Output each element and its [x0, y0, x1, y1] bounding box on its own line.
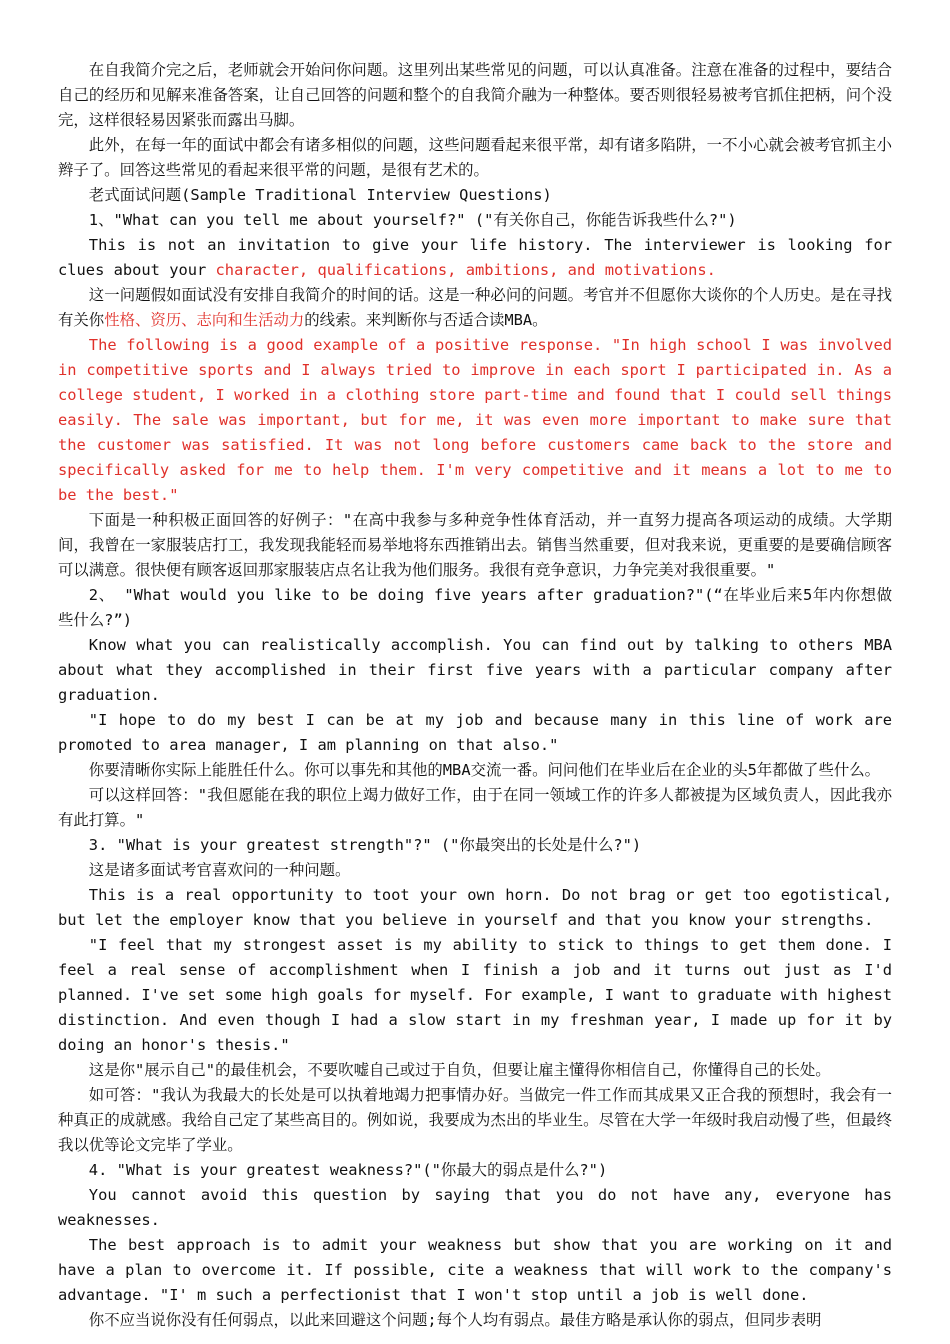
q1-advice-en [58, 233, 892, 283]
question-4: 4. "What is your greatest weakness?"("你最大的弱点是什么?") [88, 1161, 608, 1179]
question-3: 3. "What is your greatest strength"?" ("你最突出的长处是什么?") [88, 836, 642, 854]
q3-example-en: "I feel that my strongest asset is my ability to stick to things to get them done. I feel a real sense of accomplishment when I finish a job and it turns out just as I'd planned. I've set some high goals for myself. For example, I want to graduate with highest distinction. And even though I had a slow start in my freshman year, I made up for it by doing an honor's thesis." [58, 936, 892, 1054]
q3-advice-zh: 这是你"展示自己"的最佳机会，不要吹嘘自己或过于自负，但要让雇主懂得你相信自己，你懂得自己的长处。 [88, 1061, 831, 1079]
q1-advice-zh-text: 这一问题假如面试没有安排自我简介的时间的话。这是一种必问的问题。考官并不但愿你大谈你的个人历史。是在寻找有关你 [58, 286, 892, 329]
q2-advice-en: Know what you can realistically accomplish. You can find out by talking to others MBA about what they accomplished in their first five years with a particular company after graduation. [58, 636, 892, 704]
q2-advice-zh: 你要清晰你实际上能胜任什么。你可以事先和其他的MBA交流一番。问问他们在毕业后在企业的头5年都做了些什么。 [88, 761, 881, 779]
q3-advice-en: This is a real opportunity to toot your own horn. Do not brag or get too egotistical, but let the employer know that you believe in yourself and that you know your strengths. [58, 886, 892, 929]
q1-example-zh: 下面是一种积极正面回答的好例子："在高中我参与多种竞争性体育活动，并一直努力提高各项运动的成绩。大学期间，我曾在一家服装店打工，我发现我能轻而易举地将东西推销出去。销售当然重要，但对我来说，更重要的是要确信顾客可以满意。很快便有顾客返回那家服装店点名让我为他们服务。我很有竞争意识，力争完美对我很重要。" [58, 511, 892, 579]
q4-example-en: The best approach is to admit your weakness but show that you are working on it and have a plan to overcome it. If possible, cite a weakness that will work to the company's advantage. "I' m such a perfectionist that I won't stop until a job is well done. [58, 1236, 892, 1304]
q1-advice-zh [58, 283, 892, 333]
q2-example-en: "I hope to do my best I can be at my job and because many in this line of work are promoted to area manager, I am planning on that also." [58, 711, 892, 754]
q2-example-zh: 可以这样回答："我但愿能在我的职位上竭力做好工作，由于在同一领域工作的许多人都被提为区域负责人，因此我亦有此打算。" [58, 786, 892, 829]
section-heading: 老式面试问题(Sample Traditional Interview Questions) [88, 186, 552, 204]
intro-paragraph: 在自我简介完之后，老师就会开始问你问题。这里列出某些常见的问题，可以认真准备。注意在准备的过程中，要结合自己的经历和见解来准备答案，让自己回答的问题和整个的自我简介融为一种整体。要否则很轻易被考官抓住把柄，问个没完，这样很轻易因紧张而露出马脚。 [58, 61, 892, 129]
q1-advice-en-text: This is not an invitation to give your life history. The interviewer is looking for clues about your [58, 236, 892, 279]
q1-example-en: The following is a good example of a positive response. "In high school I was involved in competitive sports and I always tried to improve in each sport I participated in. As a college student, I worked in a clothing store part-time and found that I could sell things easily. The sale was important, but for me, it was even more important to make sure that the customer was satisfied. It was not long before customers came back to the store and specifically asked for me to help them. I'm very competitive and it means a lot to me to be the best." [58, 336, 892, 504]
q1-advice-en-highlight: character, qualifications, ambitions, and motivations. [215, 261, 716, 279]
q1-advice-zh-highlight: 性格、资历、志向和生活动力 [104, 311, 305, 329]
q3-note-zh: 这是诸多面试考官喜欢问的一种问题。 [88, 861, 351, 879]
question-1: 1、"What can you tell me about yourself?" ("有关你自己，你能告诉我些什么?") [88, 211, 737, 229]
q4-advice-zh: 你不应当说你没有任何弱点，以此来回避这个问题;每个人均有弱点。最佳方略是承认你的弱点，但同步表明 [88, 1311, 822, 1329]
q1-advice-zh-text-end: 的线索。来判断你与否适合读MBA。 [304, 311, 548, 329]
intro-paragraph-2: 此外，在每一年的面试中都会有诸多相似的问题，这些问题看起来很平常，却有诸多陷阱，一不小心就会被考官抓主小辫子了。回答这些常见的看起来很平常的问题，是很有艺术的。 [58, 136, 892, 179]
q3-example-zh: 如可答："我认为我最大的长处是可以执着地竭力把事情办好。当做完一件工作而其成果又正合我的预想时，我会有一种真正的成就感。我给自己定了某些高目的。例如说，我要成为杰出的毕业生。尽管在大学一年级时我启动慢了些，但最终我以优等论文完毕了学业。 [58, 1086, 892, 1154]
question-2: 2、 "What would you like to be doing five years after graduation?"(“在毕业后来5年内你想做些什么?”) [58, 586, 892, 629]
q4-advice-en: You cannot avoid this question by saying that you do not have any, everyone has weaknesses. [58, 1186, 892, 1229]
